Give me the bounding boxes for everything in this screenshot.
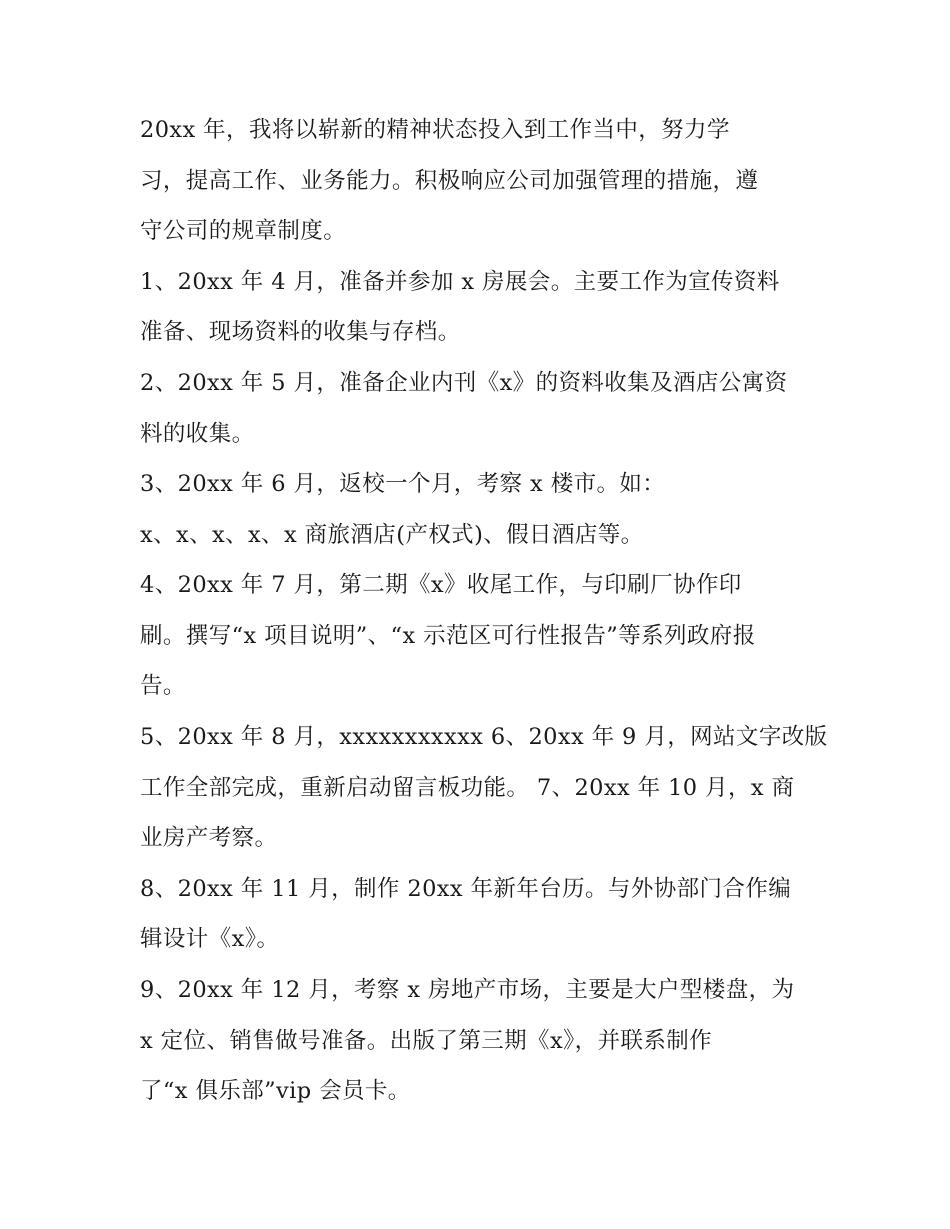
text-line: 20xx 年，我将以崭新的精神状态投入到工作当中，努力学 (140, 117, 730, 143)
text-line: 5、20xx 年 8 月，xxxxxxxxxxx 6、20xx 年 9 月，网站文字改版 (140, 724, 828, 750)
text-line: 1、20xx 年 4 月，准备并参加 x 房展会。主要工作为宣传资料 (140, 269, 780, 295)
text-line: 业房产考察。 (140, 825, 278, 851)
text-line: 3、20xx 年 6 月，返校一个月，考察 x 楼市。如： (140, 471, 666, 497)
text-line: 2、20xx 年 5 月，准备企业内刊《x》的资料收集及酒店公寓资 (140, 370, 788, 396)
text-line: 刷。撰写“x 项目说明”、“x 示范区可行性报告”等系列政府报 (140, 623, 756, 649)
text-line: x、x、x、x、x 商旅酒店(产权式)、假日酒店等。 (140, 522, 644, 548)
text-line: 告。 (140, 673, 186, 699)
text-line: 9、20xx 年 12 月，考察 x 房地产市场，主要是大户型楼盘，为 (140, 977, 795, 1003)
text-line: 工作全部完成，重新启动留言板功能。 7、20xx 年 10 月，x 商 (140, 775, 795, 801)
text-line: 4、20xx 年 7 月，第二期《x》收尾工作，与印刷厂协作印 (140, 572, 742, 598)
text-line: 料的收集。 (140, 421, 255, 447)
text-line: 习，提高工作、业务能力。积极响应公司加强管理的措施，遵 (140, 168, 759, 194)
text-line: 8、20xx 年 11 月，制作 20xx 年新年台历。与外协部门合作编 (140, 876, 792, 902)
text-line: 准备、现场资料的收集与存档。 (140, 319, 461, 345)
text-line: 辑设计《x》。 (140, 926, 280, 952)
text-line: x 定位、销售做号准备。出版了第三期《x》，并联系制作 (140, 1028, 713, 1054)
text-line: 守公司的规章制度。 (140, 218, 347, 244)
text-line: 了“x 俱乐部”vip 会员卡。 (140, 1078, 411, 1104)
